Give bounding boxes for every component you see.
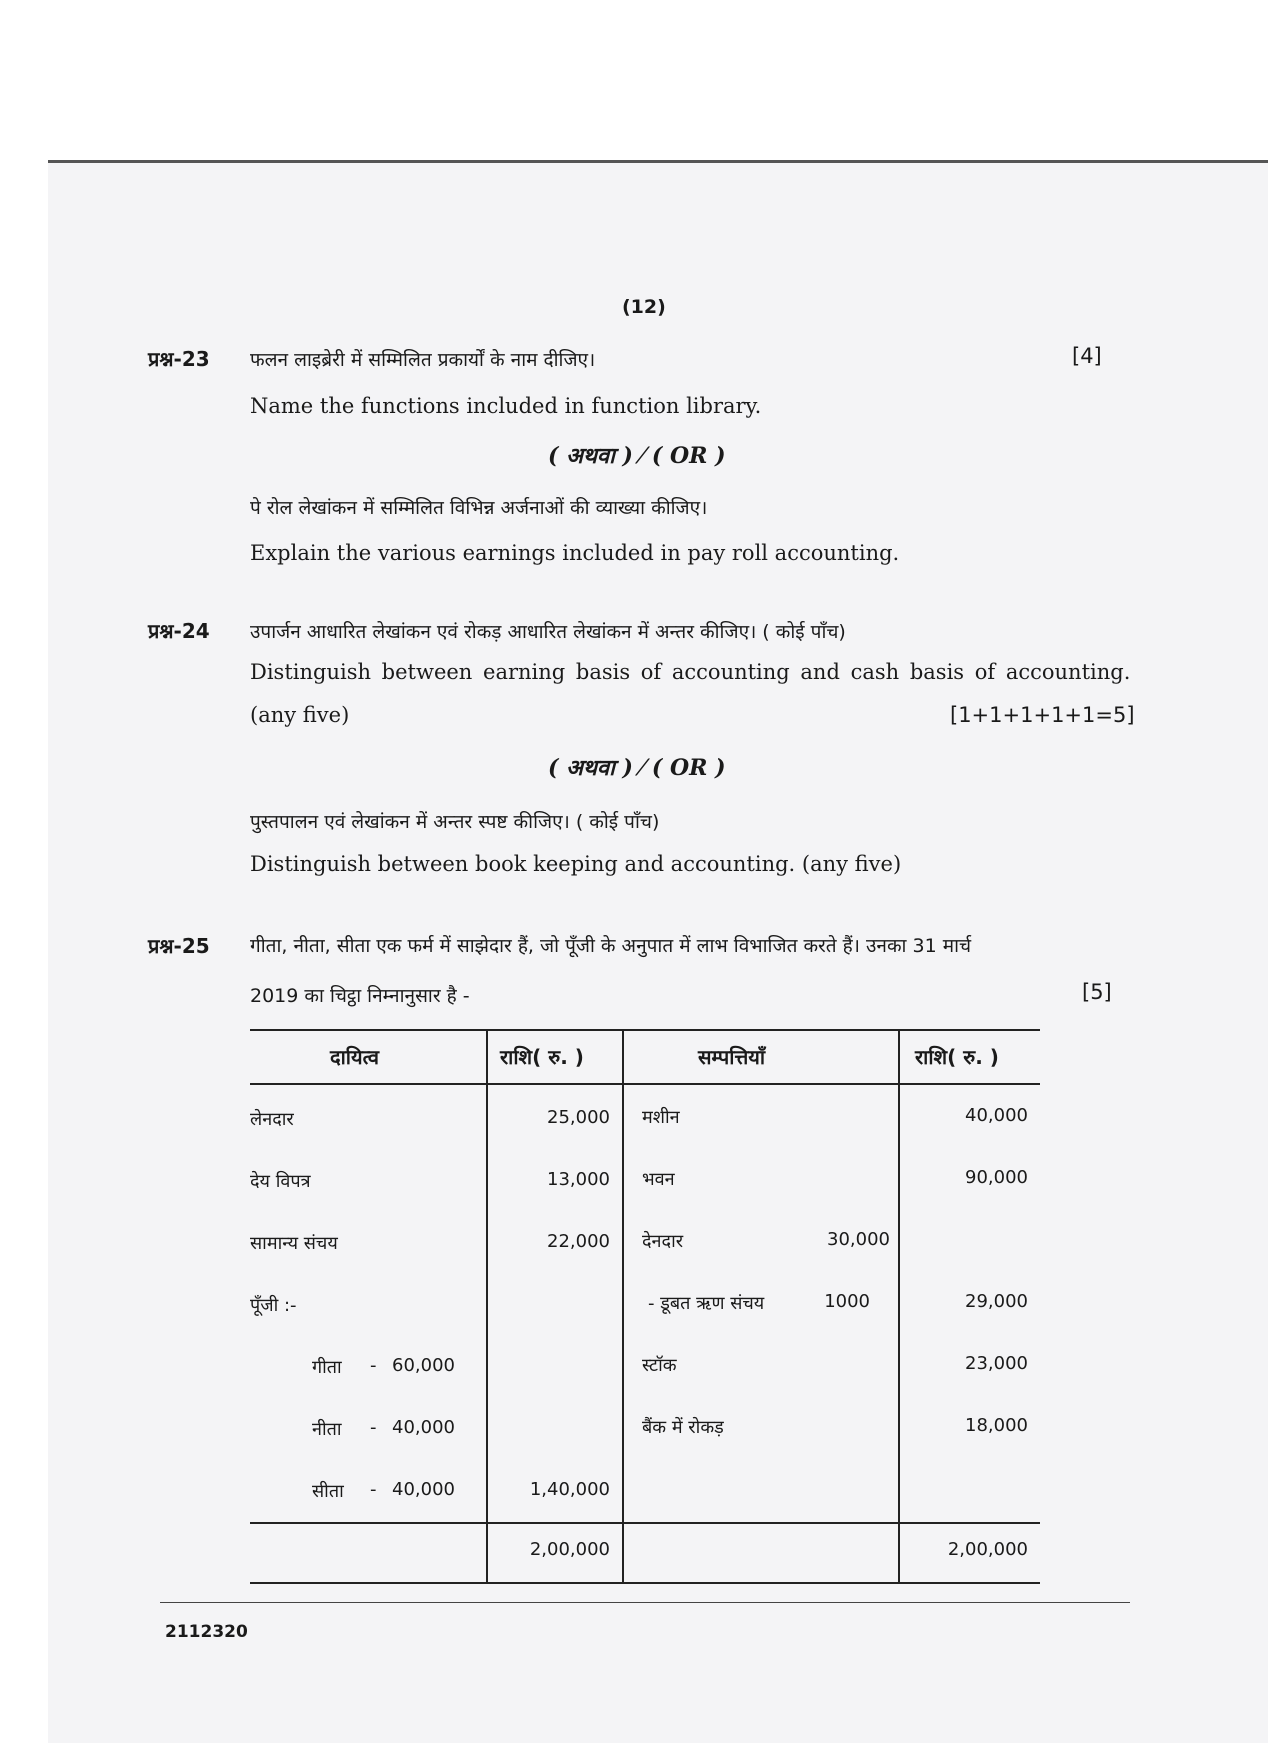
asset-amount: 40,000 xyxy=(965,1105,1028,1126)
liability-name: सामान्य संचय xyxy=(250,1233,338,1254)
table-total-rule xyxy=(250,1522,1040,1524)
assets-total: 2,00,000 xyxy=(947,1539,1028,1560)
table-col-divider-3 xyxy=(898,1029,900,1584)
capital-partner-dash: - xyxy=(370,1355,377,1376)
footer-rule xyxy=(160,1602,1130,1603)
capital-partner-dash: - xyxy=(370,1479,377,1500)
asset-amount: 90,000 xyxy=(965,1167,1028,1188)
q25-label: प्रश्न-25 xyxy=(148,934,210,958)
header-liabilities: दायित्व xyxy=(330,1045,379,1069)
liabilities-total: 2,00,000 xyxy=(529,1539,610,1560)
asset-amount: 23,000 xyxy=(965,1353,1028,1374)
asset-name: - डूबत ऋण संचय xyxy=(648,1293,765,1314)
asset-amount: 29,000 xyxy=(965,1291,1028,1312)
liability-name: देय विपत्र xyxy=(250,1171,311,1192)
asset-amount: 18,000 xyxy=(965,1415,1028,1436)
q24-alt-english: Distinguish between book keeping and accounting. (any five) xyxy=(250,852,902,876)
liability-amount: 22,000 xyxy=(547,1231,610,1252)
header-amount-liabilities: राशि( रु. ) xyxy=(500,1045,584,1069)
q24-english-any-five: (any five) xyxy=(250,703,350,727)
q24-alt-hindi: पुस्तपालन एवं लेखांकन में अन्तर स्पष्ट कीजिए। ( कोई पाँच) xyxy=(250,811,660,833)
asset-sub-amount: 30,000 xyxy=(827,1229,890,1250)
capital-partner-name: सीता xyxy=(312,1481,344,1502)
page-number: (12) xyxy=(622,296,666,318)
asset-name: स्टॉक xyxy=(642,1355,677,1376)
table-col-divider-1 xyxy=(486,1029,488,1584)
q23-english: Name the functions included in function library. xyxy=(250,394,762,418)
asset-name: देनदार xyxy=(642,1231,684,1252)
capital-partner-value: 40,000 xyxy=(392,1417,455,1438)
liability-amount: 25,000 xyxy=(547,1107,610,1128)
capital-partner-name: गीता xyxy=(312,1357,342,1378)
q25-hindi: गीता, नीता, सीता एक फर्म में साझेदार हैं, जो पूँजी के अनुपात में लाभ विभाजित करते हैं। उनका 31 मार्च xyxy=(250,935,972,957)
liability-name: लेनदार xyxy=(250,1109,294,1130)
capital-total: 1,40,000 xyxy=(529,1479,610,1500)
q24-hindi: उपार्जन आधारित लेखांकन एवं रोकड़ आधारित लेखांकन में अन्तर कीजिए। ( कोई पाँच) xyxy=(250,621,846,643)
q23-alt-hindi: पे रोल लेखांकन में सम्मिलित विभिन्न अर्जनाओं की व्याख्या कीजिए। xyxy=(250,497,708,519)
q23-alt-english: Explain the various earnings included in pay roll accounting. xyxy=(250,541,900,565)
footer-code: 2112320 xyxy=(165,1622,248,1642)
capital-partner-dash: - xyxy=(370,1417,377,1438)
table-col-divider-2 xyxy=(622,1029,624,1584)
q24-english: Distinguish between earning basis of accounting and cash basis of accounting. xyxy=(250,660,1131,684)
table-bottom-rule xyxy=(250,1582,1040,1584)
q25-hindi-2: 2019 का चिट्ठा निम्नानुसार है - xyxy=(250,985,470,1007)
q23-hindi: फलन लाइब्रेरी में सम्मिलित प्रकार्यों के नाम दीजिए। xyxy=(250,349,596,371)
asset-sub-amount: 1000 xyxy=(824,1291,870,1312)
capital-partner-value: 40,000 xyxy=(392,1479,455,1500)
balance-sheet-table xyxy=(250,1029,1040,1584)
q24-label: प्रश्न-24 xyxy=(148,619,210,643)
capital-partner-value: 60,000 xyxy=(392,1355,455,1376)
capital-partner-name: नीता xyxy=(312,1419,342,1440)
q25-marks: [5] xyxy=(1082,980,1112,1004)
liability-name: पूँजी :- xyxy=(250,1295,297,1316)
q23-label: प्रश्न-23 xyxy=(148,347,210,371)
q23-or: ( अथवा ) ⁄ ( OR ) xyxy=(548,443,726,469)
q24-marks: [1+1+1+1+1=5] xyxy=(950,703,1135,727)
table-top-rule xyxy=(250,1029,1040,1031)
header-amount-assets: राशि( रु. ) xyxy=(915,1045,999,1069)
asset-name: बैंक में रोकड़ xyxy=(642,1417,724,1438)
header-assets: सम्पत्तियाँ xyxy=(698,1045,766,1069)
liability-amount: 13,000 xyxy=(547,1169,610,1190)
asset-name: मशीन xyxy=(642,1107,680,1128)
q24-or: ( अथवा ) ⁄ ( OR ) xyxy=(548,755,726,781)
q23-marks: [4] xyxy=(1072,344,1102,368)
asset-name: भवन xyxy=(642,1169,675,1190)
table-header-rule xyxy=(250,1083,1040,1085)
